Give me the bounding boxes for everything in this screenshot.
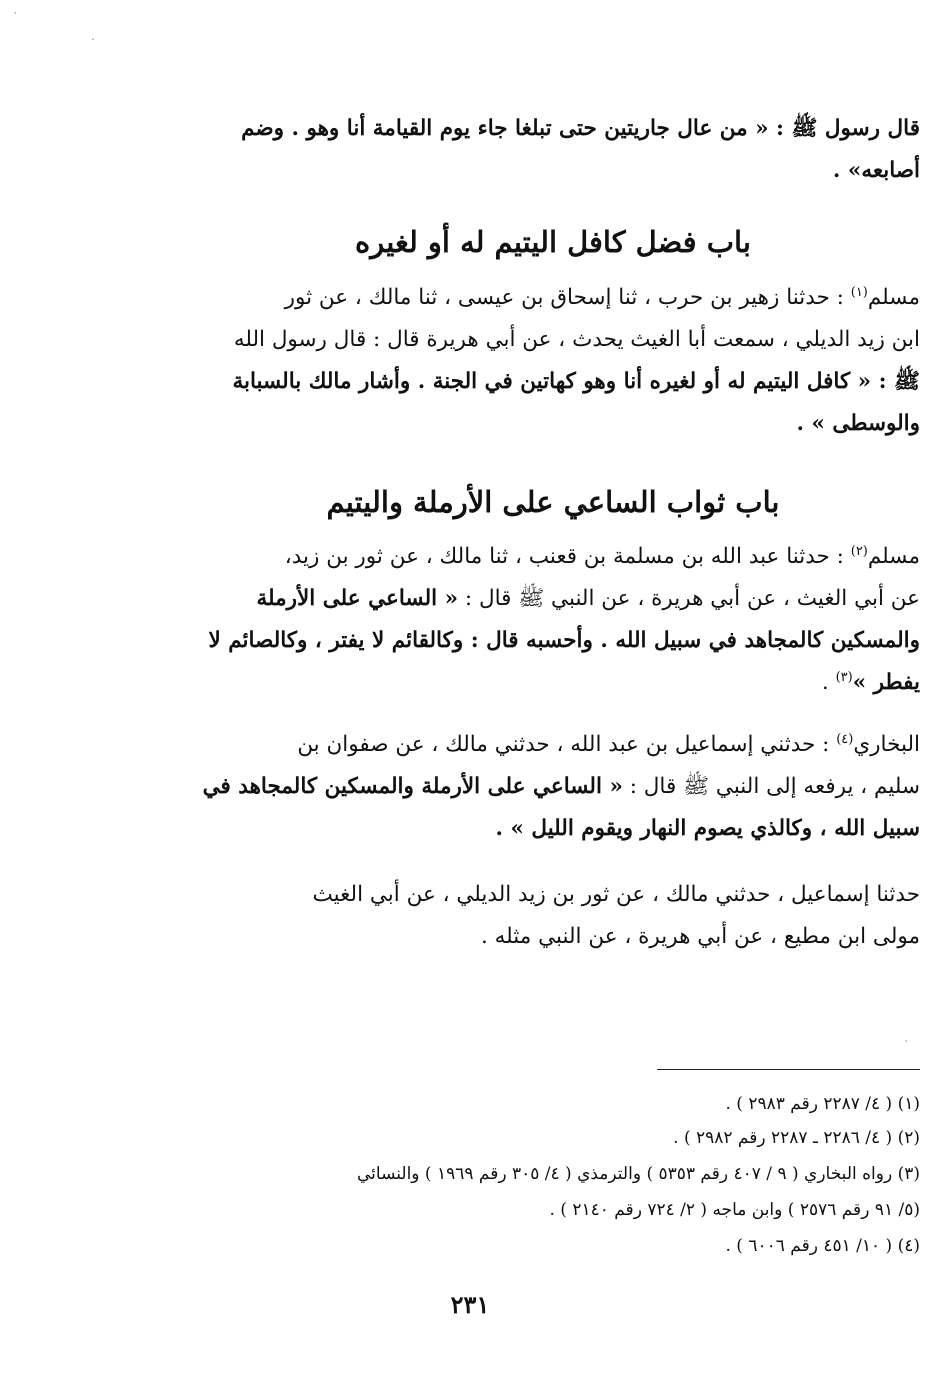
scan-speck [14,12,16,14]
paragraph-line: حدثنا إسماعيل ، حدثني مالك ، عن ثور بن زيد الديلي ، عن أبي الغيث [312,882,920,907]
scan-speck [905,1040,907,1042]
paragraph-line: سبيل الله ، وكالذي يصوم النهار ويقوم الليل » . [495,816,920,841]
paragraph-line: سليم ، يرفعه إلى النبي ﷺ قال : « الساعي على الأرملة والمسكين كالمجاهد في [202,774,920,799]
footnote-1: (١) ( ٤/ ٢٢٨٧ رقم ٢٩٨٣ ) . [725,1094,920,1114]
paragraph-ismail [186,874,920,958]
paragraph-line: مسلم$^{(٢)}$ : حدثنا عبد الله بن مسلمة بن قعنب ، ثنا مالك ، عن ثور بن زيد، [284,543,920,569]
paragraph-hadith-intro [186,108,920,192]
page-number: ٢٣١ [450,1290,490,1319]
footnote-3: (٣) رواه البخاري ( ٩ / ٤٠٧ رقم ٥٣٥٣ ) والترمذي ( ٤/ ٣٠٥ رقم ١٩٦٩ ) والنسائي [357,1164,920,1184]
paragraph-line: عن أبي الغيث ، عن أبي هريرة ، عن النبي ﷺ قال : « الساعي على الأرملة [256,586,920,611]
paragraph-bukhari [186,724,920,850]
footnote-2: (٢) ( ٤/ ٢٢٨٦ ـ ٢٢٨٧ رقم ٢٩٨٢ ) . [673,1128,920,1148]
paragraph-line: يفطر »$^{(٣)}$ . [821,669,920,695]
section-heading-kafil-yatim: باب فضل كافل اليتيم له أو لغيره [355,225,751,259]
paragraph-line: مسلم$^{(١)}$ : حدثنا زهير بن حرب ، ثنا إسحاق بن عيسى ، ثنا مالك ، عن ثور [284,284,920,310]
paragraph-line: ﷺ : « كافل اليتيم له أو لغيره أنا وهو كهاتين في الجنة . وأشار مالك بالسبابة [232,369,920,394]
scan-speck [92,38,94,40]
paragraph-line: والمسكين كالمجاهد في سبيل الله . وأحسبه قال : وكالقائم لا يفتر ، وكالصائم لا [208,628,920,653]
footnote-ref: (٤) [836,731,854,747]
paragraph-line: قال رسول ﷺ : « من عال جاريتين حتى تبلغا جاء يوم القيامة أنا وهو . وضم [241,116,920,141]
footnote-separator [657,1069,920,1070]
paragraph-line: ابن زيد الديلي ، سمعت أبا الغيث يحدث ، عن أبي هريرة قال : قال رسول الله [233,327,920,352]
paragraph-line: البخاري$^{(٤)}$ : حدثني إسماعيل بن عبد الله ، حدثني مالك ، عن صفوان بن [297,731,920,757]
footnote-ref: (٢) [850,543,868,559]
footnote-4: (٤) ( ١٠/ ٤٥١ رقم ٦٠٠٦ ) . [725,1236,920,1256]
footnote-ref: (١) [850,284,868,300]
footnote-3-continued: (٥/ ٩١ رقم ٢٥٧٦ ) وابن ماجه ( ٢/ ٧٢٤ رقم ٢١٤٠ ) . [549,1200,920,1220]
paragraph-muslim-2 [186,536,920,704]
paragraph-line: مولى ابن مطيع ، عن أبي هريرة ، عن النبي مثله . [480,924,920,949]
paragraph-line: أصابعه» . [832,158,920,183]
section-heading-saai-armala: باب ثواب الساعي على الأرملة واليتيم [326,485,780,519]
footnote-ref: (٣) [835,669,853,685]
paragraph-muslim-1 [186,277,920,445]
paragraph-line: والوسطى » . [796,411,920,436]
